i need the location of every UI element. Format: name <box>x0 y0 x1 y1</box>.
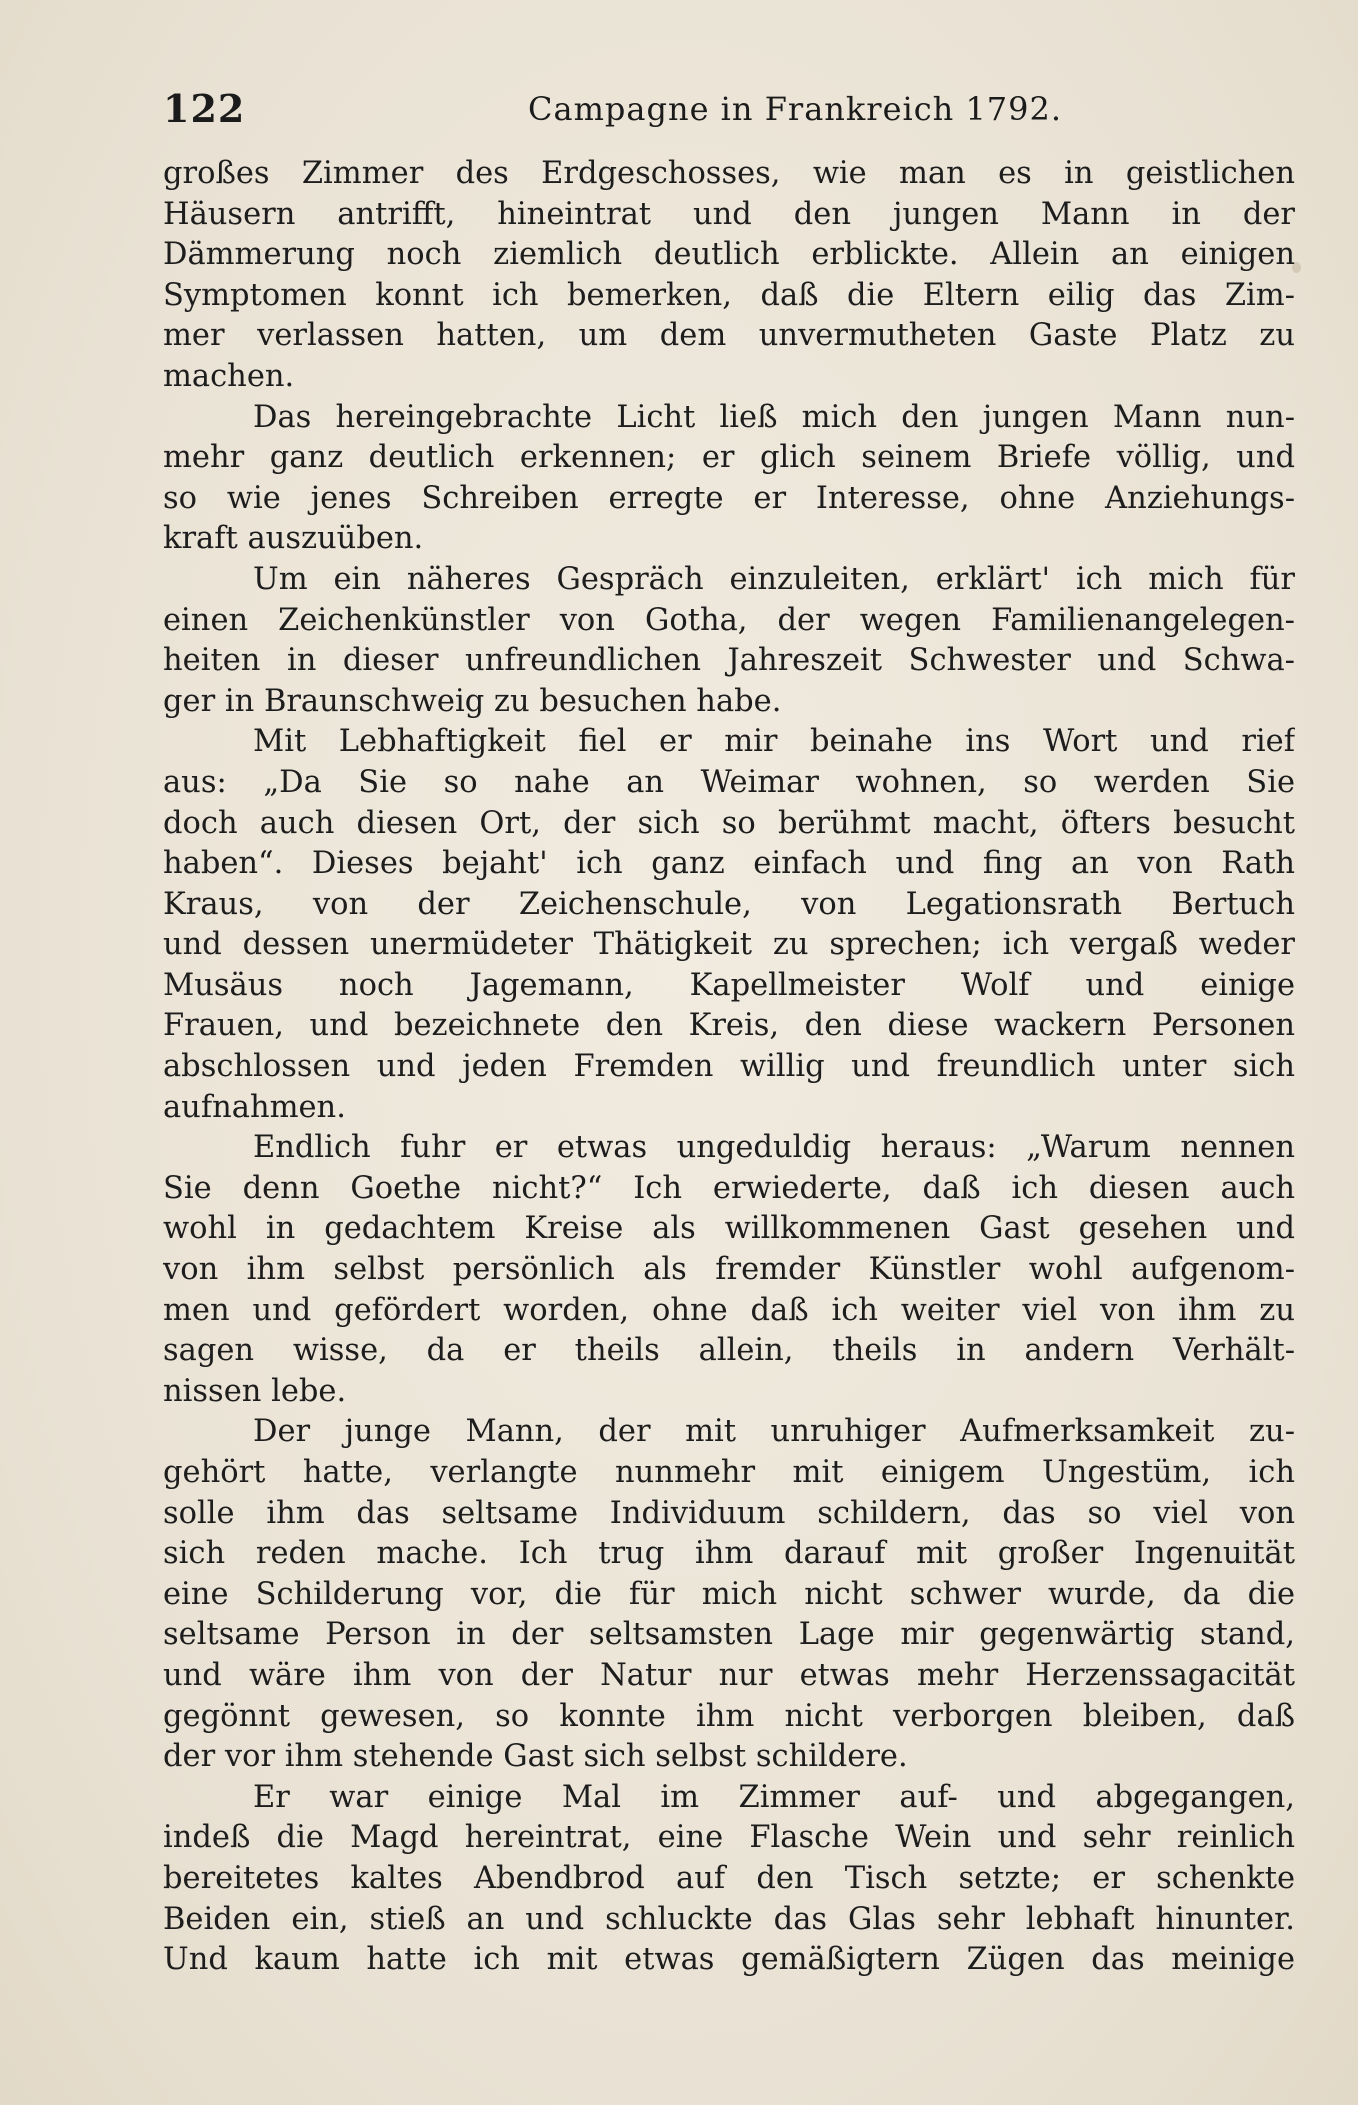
text-line: wohl in gedachtem Kreise als willkommenen Gast gesehen und <box>163 1211 1295 1247</box>
text-line: einen Zeichenkünstler von Gotha, der wegen Familienangelegen- <box>163 602 1295 638</box>
text-line: Um ein näheres Gespräch einzuleiten, erklärt' ich mich für <box>253 561 1295 597</box>
text-line: machen. <box>163 358 295 394</box>
text-line: und dessen unermüdeter Thätigkeit zu sprechen; ich vergaß weder <box>163 927 1295 963</box>
text-line: so wie jenes Schreiben erregte er Interesse, ohne Anziehungs- <box>163 480 1295 516</box>
body-text <box>163 154 1295 1981</box>
text-line: Frauen, und bezeichnete den Kreis, den diese wackern Personen <box>163 1008 1295 1044</box>
text-line: doch auch diesen Ort, der sich so berühmt macht, öfters besucht <box>163 805 1295 841</box>
text-line: aufnahmen. <box>163 1089 346 1125</box>
text-line: haben“. Dieses bejaht' ich ganz einfach und fing an von Rath <box>163 846 1295 882</box>
page-header <box>163 82 1293 142</box>
page-number: 122 <box>163 86 246 131</box>
text-line: Symptomen konnt ich bemerken, daß die Eltern eilig das Zim- <box>163 277 1295 313</box>
text-line: men und gefördert worden, ohne daß ich weiter viel von ihm zu <box>163 1292 1295 1328</box>
text-line: großes Zimmer des Erdgeschosses, wie man es in geistlichen <box>163 156 1295 191</box>
text-line: kraft auszuüben. <box>163 521 424 557</box>
text-line: Musäus noch Jagemann, Kapellmeister Wolf und einige <box>163 967 1295 1003</box>
text-line: solle ihm das seltsame Individuum schildern, das so viel von <box>163 1495 1295 1531</box>
paper-foxing-spot <box>1292 262 1301 273</box>
text-line: bereitetes kaltes Abendbrod auf den Tisch setzte; er schenkte <box>163 1860 1295 1896</box>
text-line: nissen lebe. <box>163 1373 347 1409</box>
text-line: mehr ganz deutlich erkennen; er glich seinem Briefe völlig, und <box>163 440 1295 476</box>
text-line: Er war einige Mal im Zimmer auf- und abgegangen, <box>253 1779 1295 1815</box>
text-line: und wäre ihm von der Natur nur etwas mehr Herzenssagacität <box>163 1657 1295 1693</box>
text-line: aus: „Da Sie so nahe an Weimar wohnen, so werden Sie <box>163 764 1295 800</box>
text-line: Mit Lebhaftigkeit fiel er mir beinahe ins Wort und rief <box>253 724 1295 760</box>
text-line: indeß die Magd hereintrat, eine Flasche Wein und sehr reinlich <box>163 1820 1295 1856</box>
text-line: abschlossen und jeden Fremden willig und freundlich unter sich <box>163 1049 1295 1085</box>
text-line: Häusern antrifft, hineintrat und den jungen Mann in der <box>163 196 1295 232</box>
text-line: von ihm selbst persönlich als fremder Künstler wohl aufgenom- <box>163 1252 1295 1288</box>
text-line: gegönnt gewesen, so konnte ihm nicht verborgen bleiben, daß <box>163 1698 1295 1734</box>
text-line: seltsame Person in der seltsamsten Lage mir gegenwärtig stand, <box>163 1617 1295 1653</box>
text-line: sagen wisse, da er theils allein, theils in andern Verhält- <box>163 1333 1295 1369</box>
text-line: Und kaum hatte ich mit etwas gemäßigtern Zügen das meinige <box>163 1942 1295 1978</box>
text-line: Beiden ein, stieß an und schluckte das Glas sehr lebhaft hinunter. <box>163 1901 1295 1937</box>
text-line: der vor ihm stehende Gast sich selbst schildere. <box>163 1739 908 1775</box>
text-line: Dämmerung noch ziemlich deutlich erblickte. Allein an einigen <box>163 237 1295 273</box>
text-line: Endlich fuhr er etwas ungeduldig heraus: „Warum nennen <box>253 1130 1295 1166</box>
text-line: sich reden mache. Ich trug ihm darauf mit großer Ingenuität <box>163 1536 1295 1572</box>
text-line: Der junge Mann, der mit unruhiger Aufmerksamkeit zu- <box>253 1414 1295 1450</box>
text-line: eine Schilderung vor, die für mich nicht schwer wurde, da die <box>163 1576 1295 1612</box>
text-line: gehört hatte, verlangte nunmehr mit einigem Ungestüm, ich <box>163 1455 1295 1490</box>
text-line: Das hereingebrachte Licht ließ mich den jungen Mann nun- <box>253 399 1295 435</box>
text-line: heiten in dieser unfreundlichen Jahreszeit Schwester und Schwa- <box>163 643 1295 679</box>
text-line: Kraus, von der Zeichenschule, von Legationsrath Bertuch <box>163 886 1295 922</box>
running-head: Campagne in Frankreich 1792. <box>528 90 1063 128</box>
text-line: mer verlassen hatten, um dem unvermutheten Gaste Platz zu <box>163 318 1295 354</box>
text-line: ger in Braunschweig zu besuchen habe. <box>163 683 782 719</box>
text-line: Sie denn Goethe nicht?“ Ich erwiederte, daß ich diesen auch <box>163 1170 1295 1206</box>
